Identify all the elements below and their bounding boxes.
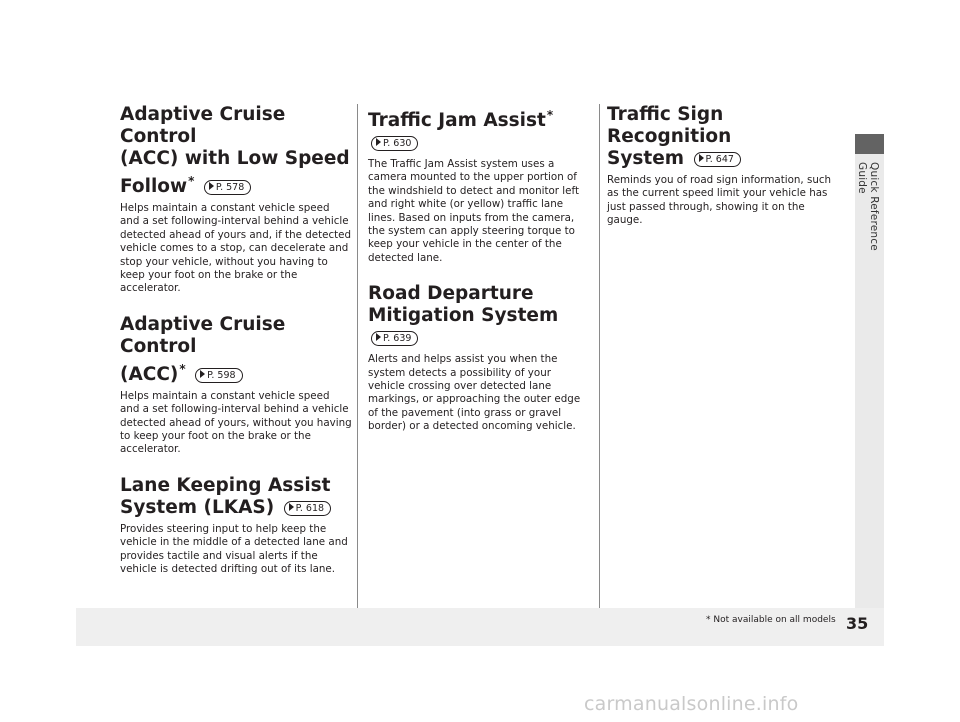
column-left (120, 104, 352, 595)
section-acc-low-speed-follow (120, 104, 352, 296)
column-divider (357, 104, 358, 608)
asterisk: * (188, 174, 195, 188)
page-reference-link[interactable]: P. 618 (284, 501, 331, 516)
side-tab-marker (855, 134, 884, 154)
asterisk: * (179, 361, 186, 376)
section-road-departure (368, 283, 590, 433)
page-number: 35 (846, 614, 869, 633)
arrow-right-icon (376, 333, 381, 341)
page-reference-link[interactable]: P. 578 (204, 180, 251, 195)
section-body: The Traffic Jam Assist system uses a camera mounted to the upper portion of the windshield to detect and monitor left and right white (or yellow) traffic lane lines. Based on inputs from the camera, the system can apply steering torque to keep your vehicle in the center of the detected lane. (368, 158, 579, 264)
section-title: Road Departure Mitigation System P. 639 (368, 283, 559, 345)
section-body: Alerts and helps assist you when the system detects a possibility of your vehicle crossing over detected lane markings, or approaching the outer edge of the pavement (into grass or gravel border) or a detected oncoming vehicle. (368, 353, 581, 433)
page-reference-link[interactable]: P. 598 (195, 368, 242, 383)
watermark: carmanualsonline.info (584, 693, 799, 715)
footer-band (76, 608, 884, 646)
arrow-right-icon (200, 370, 205, 378)
section-title: Adaptive Cruise Control (ACC) with Low Speed Follow* P. 578 (120, 104, 350, 197)
section-body: Helps maintain a constant vehicle speed and a set following-interval behind a vehicle detected ahead of yours, without you having to keep your foot on the brake or the accelerator. (120, 389, 352, 456)
section-body: Reminds you of road sign information, such as the current speed limit your vehicle has just passed through, showing it on the gauge. (607, 174, 832, 227)
arrow-right-icon (699, 154, 704, 162)
section-acc (120, 314, 352, 457)
arrow-right-icon (289, 503, 294, 511)
section-title: Adaptive Cruise Control (ACC)* P. 598 (120, 313, 286, 385)
arrow-right-icon (209, 182, 214, 190)
page-reference-link[interactable]: P. 639 (371, 331, 418, 346)
side-tab-label: Quick Reference Guide (856, 162, 880, 251)
section-title: Traffic Sign Recognition System P. 647 (607, 104, 833, 170)
section-body: Helps maintain a constant vehicle speed and a set following-interval behind a vehicle detected ahead of yours and, if the detected vehicle comes to a stop, can decelerate and stop your vehicle, without you having to keep your foot on the brake or the accelerator. (120, 202, 352, 295)
column-middle (368, 104, 590, 452)
asterisk: * (546, 108, 554, 122)
column-divider (599, 104, 600, 608)
section-lkas (120, 475, 352, 577)
arrow-right-icon (376, 138, 381, 146)
section-body: Provides steering input to help keep the vehicle in the middle of a detected lane and provides tactile and visual alerts if the vehicle is detected drifting out of its lane. (120, 522, 348, 576)
section-title: Lane Keeping Assist System (LKAS) P. 618 (120, 474, 331, 518)
section-traffic-sign-recognition (607, 104, 833, 228)
footnote: * Not available on all models (706, 615, 836, 625)
section-title: Traffic Jam Assist* P. 630 (368, 108, 554, 149)
column-right (607, 104, 833, 246)
page-reference-link[interactable]: P. 647 (694, 152, 741, 167)
page-reference-link[interactable]: P. 630 (371, 136, 418, 151)
section-traffic-jam-assist (368, 104, 590, 265)
